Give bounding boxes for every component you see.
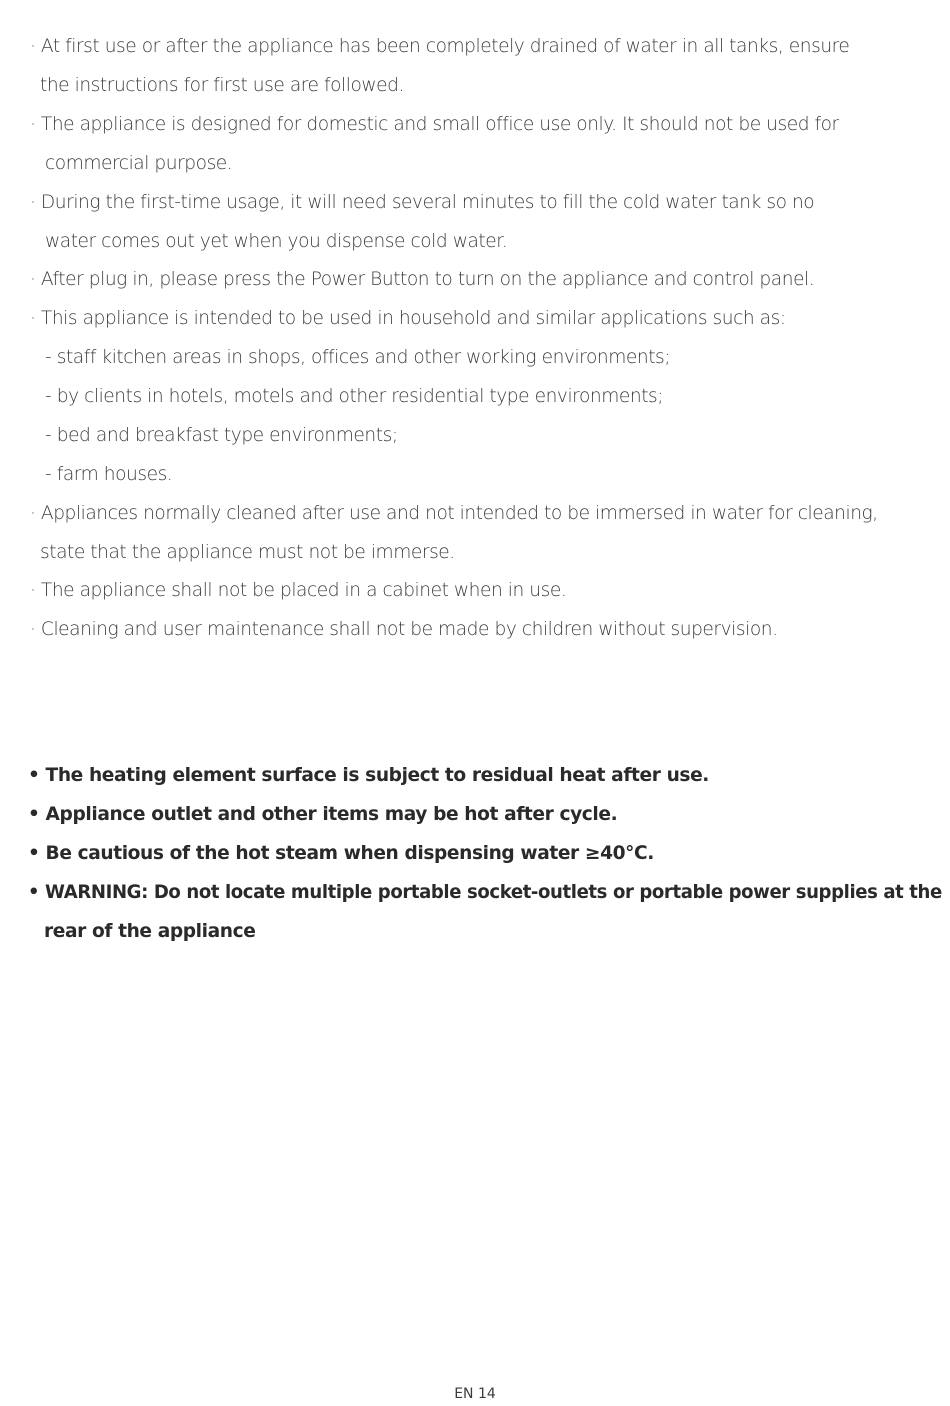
note-subitem: - by clients in hotels, motels and other residential type environments; [45,386,664,407]
note-line: · This appliance is intended to be used in household and similar applications such as: [30,308,786,329]
note-line: · Appliances normally cleaned after use and not intended to be immersed in water for cleaning, [30,503,878,524]
warning-line: • Be cautious of the hot steam when dispensing water ≥40℃. [28,843,654,864]
note-line: water comes out yet when you dispense cold water. [45,231,508,252]
note-subitem: - farm houses. [45,464,173,485]
warning-line: • Appliance outlet and other items may be hot after cycle. [28,804,618,825]
note-line: · After plug in, please press the Power Button to turn on the appliance and control panel. [30,269,815,290]
note-line: state that the appliance must not be immerse. [40,542,455,563]
note-line: the instructions for first use are followed. [40,75,404,96]
note-subitem: - bed and breakfast type environments; [45,425,398,446]
page-number: EN 14 [454,1386,496,1402]
note-line: · The appliance is designed for domestic and small office use only. It should not be used for [30,114,839,135]
warning-line: rear of the appliance [44,921,256,942]
note-line: · Cleaning and user maintenance shall not be made by children without supervision. [30,619,778,640]
note-line: · During the first-time usage, it will need several minutes to fill the cold water tank so no [30,192,815,213]
note-line: commercial purpose. [45,153,233,174]
warning-line: • The heating element surface is subject to residual heat after use. [28,765,709,786]
note-line: · At first use or after the appliance has been completely drained of water in all tanks, ensure [30,36,850,57]
note-subitem: - staff kitchen areas in shops, offices and other working environments; [45,347,671,368]
warning-line: • WARNING: Do not locate multiple portable socket-outlets or portable power supplies at the [28,882,942,903]
note-line: · The appliance shall not be placed in a cabinet when in use. [30,580,567,601]
